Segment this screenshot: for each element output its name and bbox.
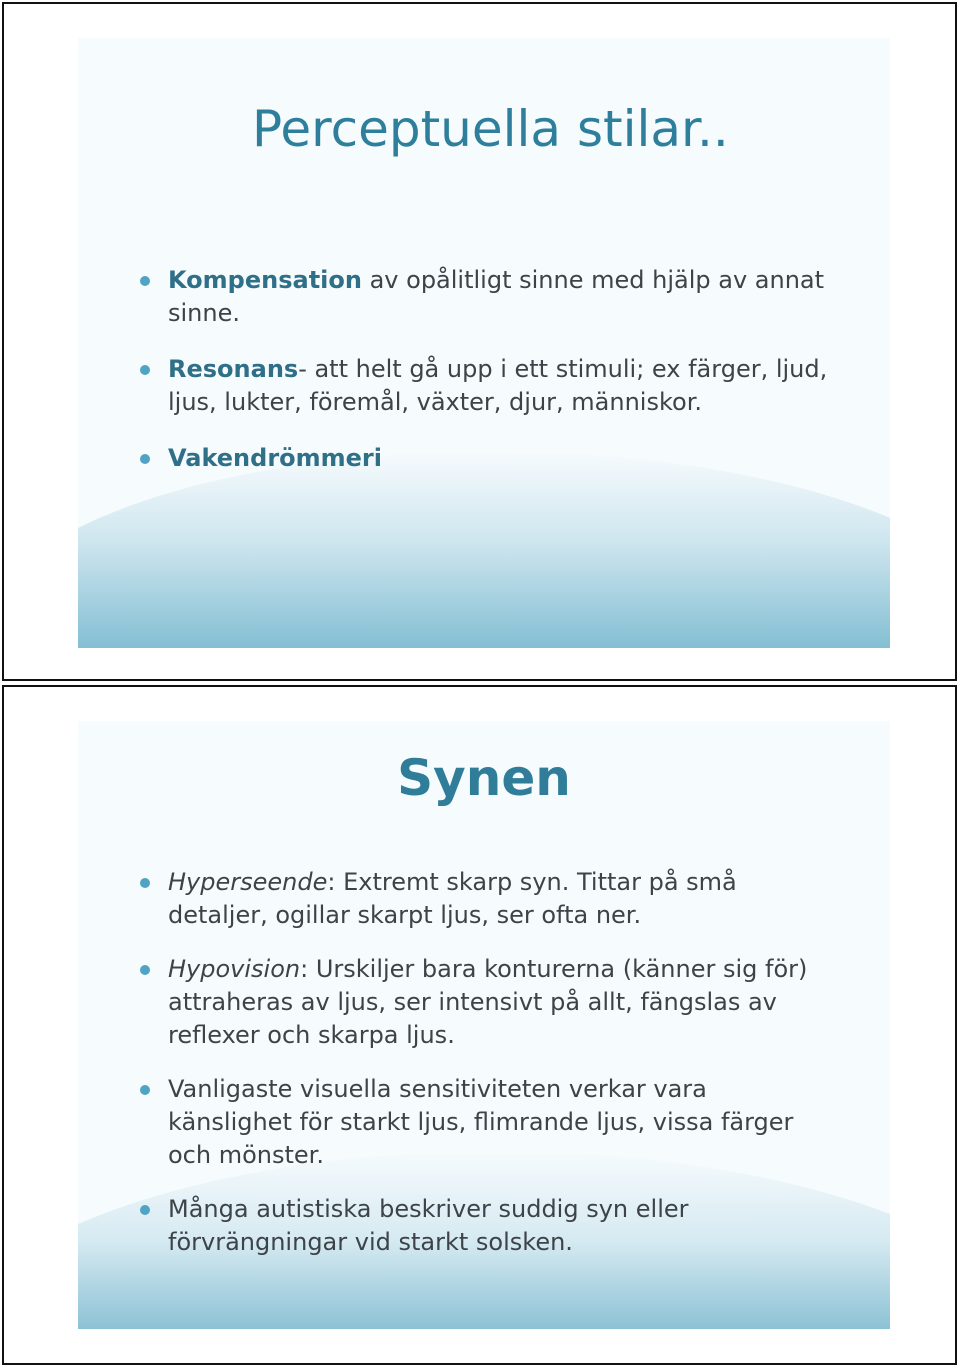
bullet-text: av opålitligt sinne med hjälp av annat sinne. bbox=[168, 266, 825, 327]
bullet-list bbox=[140, 866, 830, 1280]
bullet-term: Resonans bbox=[168, 355, 299, 383]
bullet-item bbox=[140, 1193, 830, 1259]
bullet-dot-icon bbox=[140, 454, 150, 464]
bullet-item bbox=[140, 442, 830, 475]
bullet-text: Vanligaste visuella sensitiviteten verkar vara känslighet för starkt ljus, flimrande ljus, vissa färger och mönster. bbox=[168, 1075, 794, 1169]
bullet-item bbox=[140, 1073, 830, 1172]
bullet-dot-icon bbox=[140, 1205, 150, 1215]
bullet-dot-icon bbox=[140, 965, 150, 975]
bullet-text: - att helt gå upp i ett stimuli; ex färger, ljud, ljus, lukter, föremål, växter, djur, människor. bbox=[168, 355, 828, 416]
bullet-dot-icon bbox=[140, 365, 150, 375]
page-frame-1 bbox=[2, 2, 957, 681]
bullet-term: Hyperseende bbox=[168, 868, 328, 896]
slide-2 bbox=[78, 721, 890, 1329]
bullet-text: Många autistiska beskriver suddig syn eller förvrängningar vid starkt solsken. bbox=[168, 1195, 689, 1256]
bullet-item bbox=[140, 264, 830, 330]
bullet-term: Kompensation bbox=[168, 266, 362, 294]
bullet-text: : Extremt skarp syn. Tittar på små detaljer, ogillar skarpt ljus, ser ofta ner. bbox=[168, 868, 737, 929]
bullet-list bbox=[140, 264, 830, 498]
bullet-term: Hypovision bbox=[168, 955, 301, 983]
bullet-text: Vakendrömmeri bbox=[168, 444, 382, 472]
bullet-text: : Urskiljer bara konturerna (känner sig för) attraheras av ljus, ser intensivt på allt, fängslas av reflexer och skarpa ljus. bbox=[168, 955, 808, 1049]
slide-1 bbox=[78, 38, 890, 648]
bullet-item bbox=[140, 353, 830, 419]
bullet-dot-icon bbox=[140, 1085, 150, 1095]
bullet-dot-icon bbox=[140, 878, 150, 888]
page-frame-2 bbox=[2, 685, 957, 1365]
slide-title: Synen bbox=[397, 749, 571, 807]
slide-title: Perceptuella stilar.. bbox=[252, 100, 729, 158]
bullet-item bbox=[140, 953, 830, 1052]
bullet-item bbox=[140, 866, 830, 932]
bullet-dot-icon bbox=[140, 276, 150, 286]
